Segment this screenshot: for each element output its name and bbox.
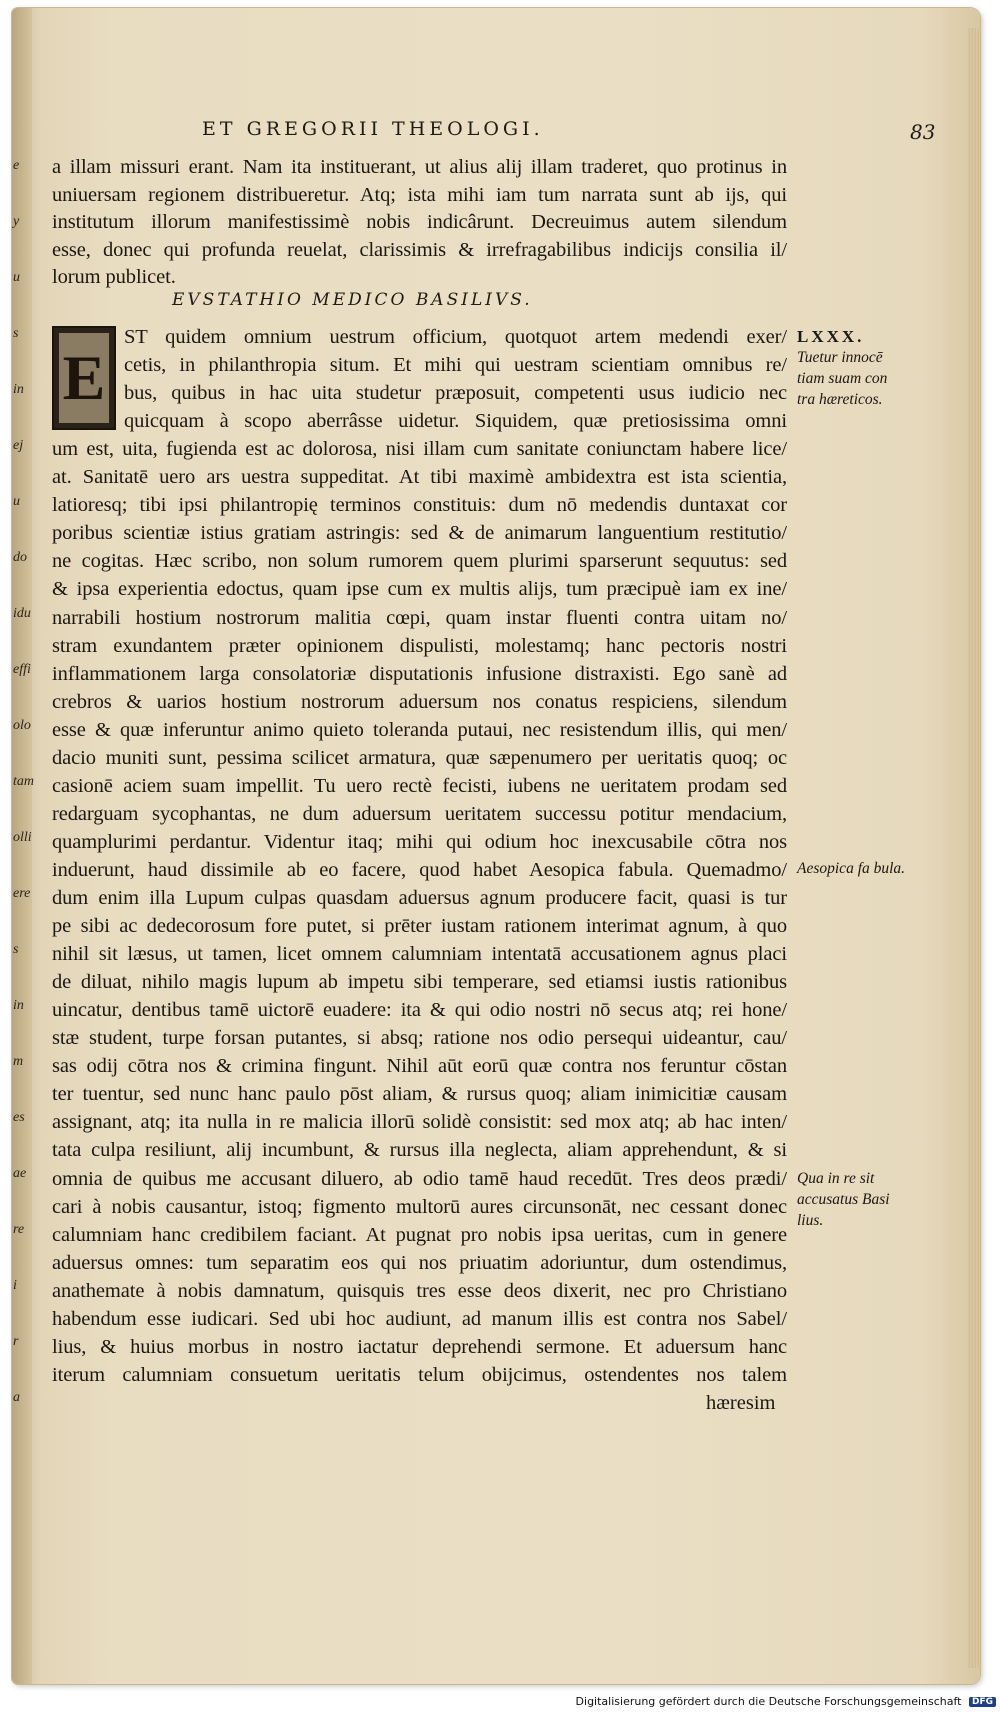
text-line: habendum esse iudicari. Sed ubi hoc audiunt, ad manum illis est contra nos Sabel/	[52, 1307, 787, 1330]
facing-page-fragment: a	[13, 1390, 20, 1405]
margin-note-1	[797, 326, 907, 410]
facing-page-fragment: m	[13, 1054, 24, 1069]
text-line: esse & quæ inferuntur animo quieto toleranda putaui, nec resistendum illis, qui men/	[52, 718, 787, 741]
facing-page-fragment: do	[13, 550, 27, 565]
catchword: hæresim	[706, 1392, 776, 1414]
text-line: anathemate à nobis damnatum, quisquis tres esse deos dixerit, nec pro Christiano	[52, 1279, 787, 1302]
text-line: de diluat, nihilo magis lupum ab impetu sibi temperare, sed etiamsi iustis rationibus	[52, 971, 787, 994]
facing-page-fragment: i	[13, 1278, 17, 1293]
facing-page-fragment: u	[13, 270, 20, 285]
text-line: ne cogitas. Hæc scribo, non solum rumorem quem plurimi sparserunt sequutus: sed	[52, 550, 787, 573]
margin-note-text: Tuetur innocē tiam suam con tra hæreticos.	[797, 349, 888, 408]
facing-page-fragment: tam	[13, 774, 34, 789]
text-line: tata culpa resiliunt, alij incumbunt, & rursus illa neglecta, aliam apprehendunt, & si	[52, 1139, 787, 1162]
text-line: omnia de quibus me accusant diluero, ab odio tamē haud recedūt. Tres deos prædi/	[52, 1167, 787, 1190]
footer-text: Digitalisierung gefördert durch die Deutsche Forschungsgemeinschaft	[575, 1695, 962, 1708]
text-line: cari à nobis causantur, istoq; figmento multorū aures circunsonāt, nec cessant donec	[52, 1195, 787, 1218]
text-line: pe sibi ac dedecorosum fore putet, si prēter iustam rationem interimat agnum, à quo	[52, 915, 787, 938]
facing-page-fragment: olli	[13, 830, 32, 845]
text-line: ter tuentur, sed nunc hanc paulo pōst aliam, & rursus quoq; aliam inimicitiæ causam	[52, 1083, 787, 1106]
text-line: um est, uita, fugienda est ac dolorosa, nisi illam cum sanitate coniunctam habere lice/	[52, 438, 787, 461]
facing-page-fragment: in	[13, 382, 24, 397]
page-number: 83	[910, 120, 936, 144]
facing-page-fragment: ae	[13, 1166, 27, 1181]
margin-note-3	[797, 1168, 907, 1231]
text-line: calumniam hanc credibilem faciant. At pugnat pro nobis ipsa ueritas, cum in genere	[52, 1223, 787, 1246]
facing-page-fragment: s	[13, 326, 19, 341]
text-line: casionē aciem suam impellit. Tu uero rectè fecisti, iubens ne ueritatem prodam sed	[52, 774, 787, 797]
text-line: lorum publicet.	[52, 266, 176, 288]
text-line: stram exundantem præter opinionem dispulisti, molestamq; hanc pectoris nostri	[52, 634, 787, 657]
text-line: crebros & uarios hostium nostrorum aduersum nos conatus respiciens, silendum	[52, 690, 787, 713]
previous-page-strip	[12, 8, 32, 1684]
text-line: poribus scientiæ istius gratiam astringis: sed & de animarum languentium restitutio/	[52, 522, 787, 545]
margin-note-text: Aesopica fa bula.	[797, 860, 906, 877]
text-line: aduersus omnes: tum separatim eos qui nos priuatim adoriuntur, dum ostendimus,	[52, 1251, 787, 1274]
text-line: lius, & huius morbus in nostro iactatur deprehendi sermone. Et aduersum hanc	[52, 1335, 787, 1358]
running-head: ET GREGORII THEOLOGI.	[202, 118, 544, 140]
text-line: esse, donec qui profunda reuelat, clarissimis & irrefragabilibus indicijs consilia il/	[52, 238, 787, 261]
text-line: inflammationem larga consolatoriæ disputationis infusione distraxisti. Ego sanè ad	[52, 662, 787, 685]
facing-page-fragment: idu	[13, 606, 31, 621]
margin-note-text: Qua in re sit accusatus Basi lius.	[797, 1170, 890, 1229]
facing-page-fragment: u	[13, 494, 20, 509]
text-line: induerunt, haud dissimile ab eo facere, quod habet Aesopica fabula. Quemadmo/	[52, 858, 787, 881]
text-line: nihil sit læsus, ut tamen, licet omnem calumniam intentatā accusationem agnus placi	[52, 943, 787, 966]
text-line: redarguam sycophantas, ne dum aduersum ueritatem successu potitur mendacium,	[52, 802, 787, 825]
facing-page-fragment: s	[13, 942, 19, 957]
text-line: uniuersam regionem distribueretur. Atq; ista mihi iam tum narrata sunt ab ijs, qui	[52, 183, 787, 206]
text-line: institutum illorum manifestissimè nobis indicârunt. Decreuimus autem silendum	[52, 211, 787, 233]
facing-page-fragment: es	[13, 1110, 25, 1125]
text-line: narrabili hostium nostrorum malitia cœpi, quam instar fluenti contra uitam no/	[52, 606, 787, 629]
facing-page-fragment: in	[13, 998, 24, 1013]
text-line: latioresq; tibi ipsi philantropię terminos constituis: dum nō medendis duntaxat cor	[52, 494, 787, 517]
facing-page-fragment: olo	[13, 718, 31, 733]
facing-page-fragment: ej	[13, 438, 24, 453]
digitization-footer	[576, 1695, 996, 1708]
text-line: dacio muniti sunt, pessima scilicet armatura, quæ sæpenumero per ueritatis quoq; oc	[52, 746, 787, 769]
text-line: sas odij cōtra nos & crimina fingunt. Nihil aūt eorū quæ contra nos feruntur cōstan	[52, 1055, 787, 1078]
drop-cap-initial	[52, 326, 116, 430]
text-line: uincatur, dentibus tamē uictorē euadere: ita & qui odio nostri nō secus atq; rei hone/	[52, 999, 787, 1022]
text-line: bus, quibus in hac uita studetur præposuit, competenti usus iudicio nec	[124, 382, 787, 405]
text-line: dum enim illa Lupum culpas quasdam aduersus agnum producere facit, quasi is tur	[52, 887, 787, 909]
text-line: quamplurimi perdantur. Videntur itaq; mihi qui odium hoc inexcusabile cōtra nos	[52, 830, 787, 853]
dfg-logo-icon: DFG	[969, 1697, 996, 1707]
text-line: a illam missuri erant. Nam ita instituerant, ut alius alij illam traderet, quo protinus in	[52, 156, 787, 178]
facing-page-fragment: e	[13, 158, 20, 173]
text-line: ST quidem omnium uestrum officium, quotquot artem medendi exer/	[124, 326, 787, 348]
text-line: quicquam à scopo aberrâsse uidetur. Siquidem, quæ pretiosissima omni	[124, 410, 787, 433]
facing-page-fragment: re	[13, 1222, 25, 1237]
facing-page-fragment: y	[13, 214, 20, 229]
margin-note-2	[797, 858, 907, 879]
letter-number: LXXX.	[797, 327, 865, 346]
text-line: at. Sanitatē uero ars uestra suppeditat. At tibi maximè ambidextra est ista scientia,	[52, 466, 787, 489]
text-line: & ipsa experientia edoctus, quam ipse cum ex multis alijs, tum præcipuè iam ex ine/	[52, 578, 787, 601]
drop-cap-letter: E	[59, 333, 109, 423]
page-edge	[968, 28, 980, 1668]
book-page	[12, 8, 980, 1684]
text-line: cetis, in philanthropia situm. Et mihi qui uestram scientiam omnibus re/	[124, 354, 787, 377]
text-line: assignant, atq; ita nulla in re malicia illorū solidè consistit: sed mox atq; ab hac inten/	[52, 1111, 787, 1134]
text-line: stæ student, turpe forsan putantes, si absq; ratione nos odio persequi uideantur, cau/	[52, 1027, 787, 1050]
text-line: iterum calumniam consuetum ueritatis telum obijcimus, ostendentes nos talem	[52, 1363, 787, 1386]
facing-page-fragment: ere	[13, 886, 31, 901]
facing-page-fragment: effi	[13, 662, 31, 677]
letter-heading: EVSTATHIO MEDICO BASILIVS.	[172, 290, 533, 310]
facing-page-fragment: r	[13, 1334, 19, 1349]
